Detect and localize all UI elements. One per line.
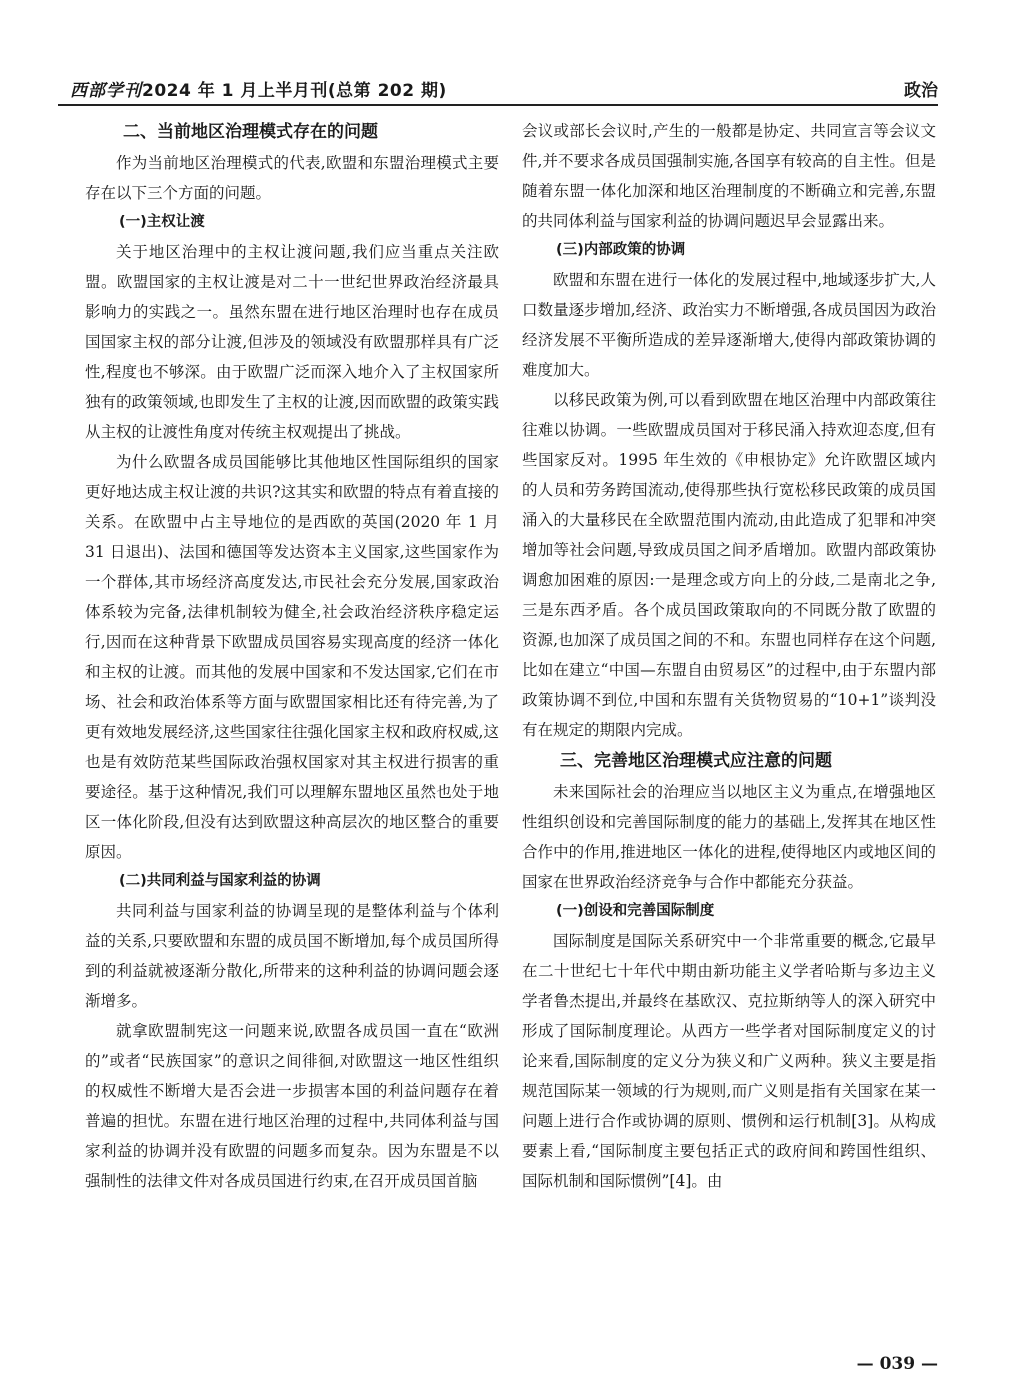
intro-paragraph: 作为当前地区治理模式的代表,欧盟和东盟治理模式主要存在以下三个方面的问题。 [85, 154, 499, 202]
journal-brand: 西部学刊 [70, 81, 142, 101]
subheading-sovereignty: (一)主权让渡 [119, 214, 205, 230]
section-heading-three: 三、完善地区治理模式应注意的问题 [560, 751, 832, 771]
left-column [85, 116, 499, 1196]
subheading-internal-policy: (三)内部政策的协调 [556, 242, 686, 258]
paragraph-continued: 会议或部长会议时,产生的一般都是协定、共同宣言等会议文件,并不要求各成员国强制实施,各国享有较高的自主性。但是随着东盟一体化加深和地区治理制度的不断确立和完善,东盟的共同体利益与国家利益的协调问题迟早会显露出来。 [522, 122, 936, 230]
paragraph: 共同利益与国家利益的协调呈现的是整体利益与个体利益的关系,只要欧盟和东盟的成员国不断增加,每个成员国所得到的利益就被逐渐分散化,所带来的这种利益的协调问题会逐渐增多。 [85, 902, 499, 1010]
paragraph: 为什么欧盟各成员国能够比其他地区性国际组织的国家更好地达成主权让渡的共识?这其实和欧盟的特点有着直接的关系。在欧盟中占主导地位的是西欧的英国(2020 年 1 月 31 日退出)、法国和德国等发达资本主义国家,这些国家作为一个群体,其市场经济高度发达,市民社会充分发展,国家政治体系较为完备,法律机制较为健全,社会政治经济秩序稳定运行,因而在这种背景下欧盟成员国容易实现高度的经济一体化和主权的让渡。而其他的发展中国家和不发达国家,它们在市场、社会和政治体系等方面与欧盟国家相比还有待完善,为了更有效地发展经济,这些国家往往强化国家主权和政府权威,这也是有效防范某些国际政治强权国家对其主权进行损害的重要途径。基于这种情况,我们可以理解东盟地区虽然也处于地区一体化阶段,但没有达到欧盟这种高层次的地区整合的重要原因。 [85, 453, 499, 861]
section-heading-two: 二、当前地区治理模式存在的问题 [123, 122, 378, 142]
paragraph: 关于地区治理中的主权让渡问题,我们应当重点关注欧盟。欧盟国家的主权让渡是对二十一世纪世界政治经济最具影响力的实践之一。虽然东盟在进行地区治理时也存在成员国国家主权的部分让渡,但涉及的领域没有欧盟那样具有广泛性,程度也不够深。由于欧盟广泛而深入地介入了主权国家所独有的政策领域,也即发生了主权的让渡,因而欧盟的政策实践从主权的让渡性角度对传统主权观提出了挑战。 [85, 243, 499, 441]
paragraph: 就拿欧盟制宪这一问题来说,欧盟各成员国一直在“欧洲的”或者“民族国家”的意识之间徘徊,对欧盟这一地区性组织的权威性不断增大是否会进一步损害本国的利益问题存在着普遍的担忧。东盟在进行地区治理的过程中,共同体利益与国家利益的协调并没有欧盟的问题多而复杂。因为东盟是不以强制性的法律文件对各成员国进行约束,在召开成员国首脑 [85, 1022, 499, 1190]
page-number: — 039 — [856, 1354, 938, 1374]
running-header [58, 74, 938, 106]
issue-info: 2024 年 1 月上半月刊(总第 202 期) [142, 81, 447, 101]
paragraph: 未来国际社会的治理应当以地区主义为重点,在增强地区性组织创设和完善国际制度的能力的基础上,发挥其在地区性合作中的作用,推进地区一体化的进程,使得地区内或地区间的国家在世界政治经济竞争与合作中都能充分获益。 [522, 783, 936, 891]
subheading-common-interest: (二)共同利益与国家利益的协调 [119, 873, 321, 889]
paragraph: 以移民政策为例,可以看到欧盟在地区治理中内部政策往往难以协调。一些欧盟成员国对于移民涌入持欢迎态度,但有些国家反对。1995 年生效的《申根协定》允许欧盟区域内的人员和劳务跨国流动,使得那些执行宽松移民政策的成员国涌入的大量移民在全欧盟范围内流动,由此造成了犯罪和冲突增加等社会问题,导致成员国之间矛盾增加。欧盟内部政策协调愈加困难的原因:一是理念或方向上的分歧,二是南北之争,三是东西矛盾。各个成员国政策取向的不同既分散了欧盟的资源,也加深了成员国之间的不和。东盟也同样存在这个问题,比如在建立“中国—东盟自由贸易区”的过程中,由于东盟内部政策协调不到位,中国和东盟有关货物贸易的“10+1”谈判没有在规定的期限内完成。 [522, 391, 936, 739]
right-column [522, 116, 936, 1196]
paragraph: 欧盟和东盟在进行一体化的发展过程中,地域逐步扩大,人口数量逐步增加,经济、政治实力不断增强,各成员国因为政治经济发展不平衡所造成的差异逐渐增大,使得内部政策协调的难度加大。 [522, 271, 936, 379]
paragraph: 国际制度是国际关系研究中一个非常重要的概念,它最早在二十世纪七十年代中期由新功能主义学者哈斯与多边主义学者鲁杰提出,并最终在基欧汉、克拉斯纳等人的深入研究中形成了国际制度理论。从西方一些学者对国际制度定义的讨论来看,国际制度的定义分为狭义和广义两种。狭义主要是指规范国际某一领域的行为规则,而广义则是指有关国家在某一问题上进行合作或协调的原则、惯例和运行机制[3]。从构成要素上看,“国际制度主要包括正式的政府间和跨国性组织、国际机制和国际惯例”[4]。由 [522, 932, 936, 1190]
journal-masthead [70, 76, 447, 101]
subheading-institutions: (一)创设和完善国际制度 [556, 903, 715, 919]
section-name: 政治 [904, 81, 938, 101]
